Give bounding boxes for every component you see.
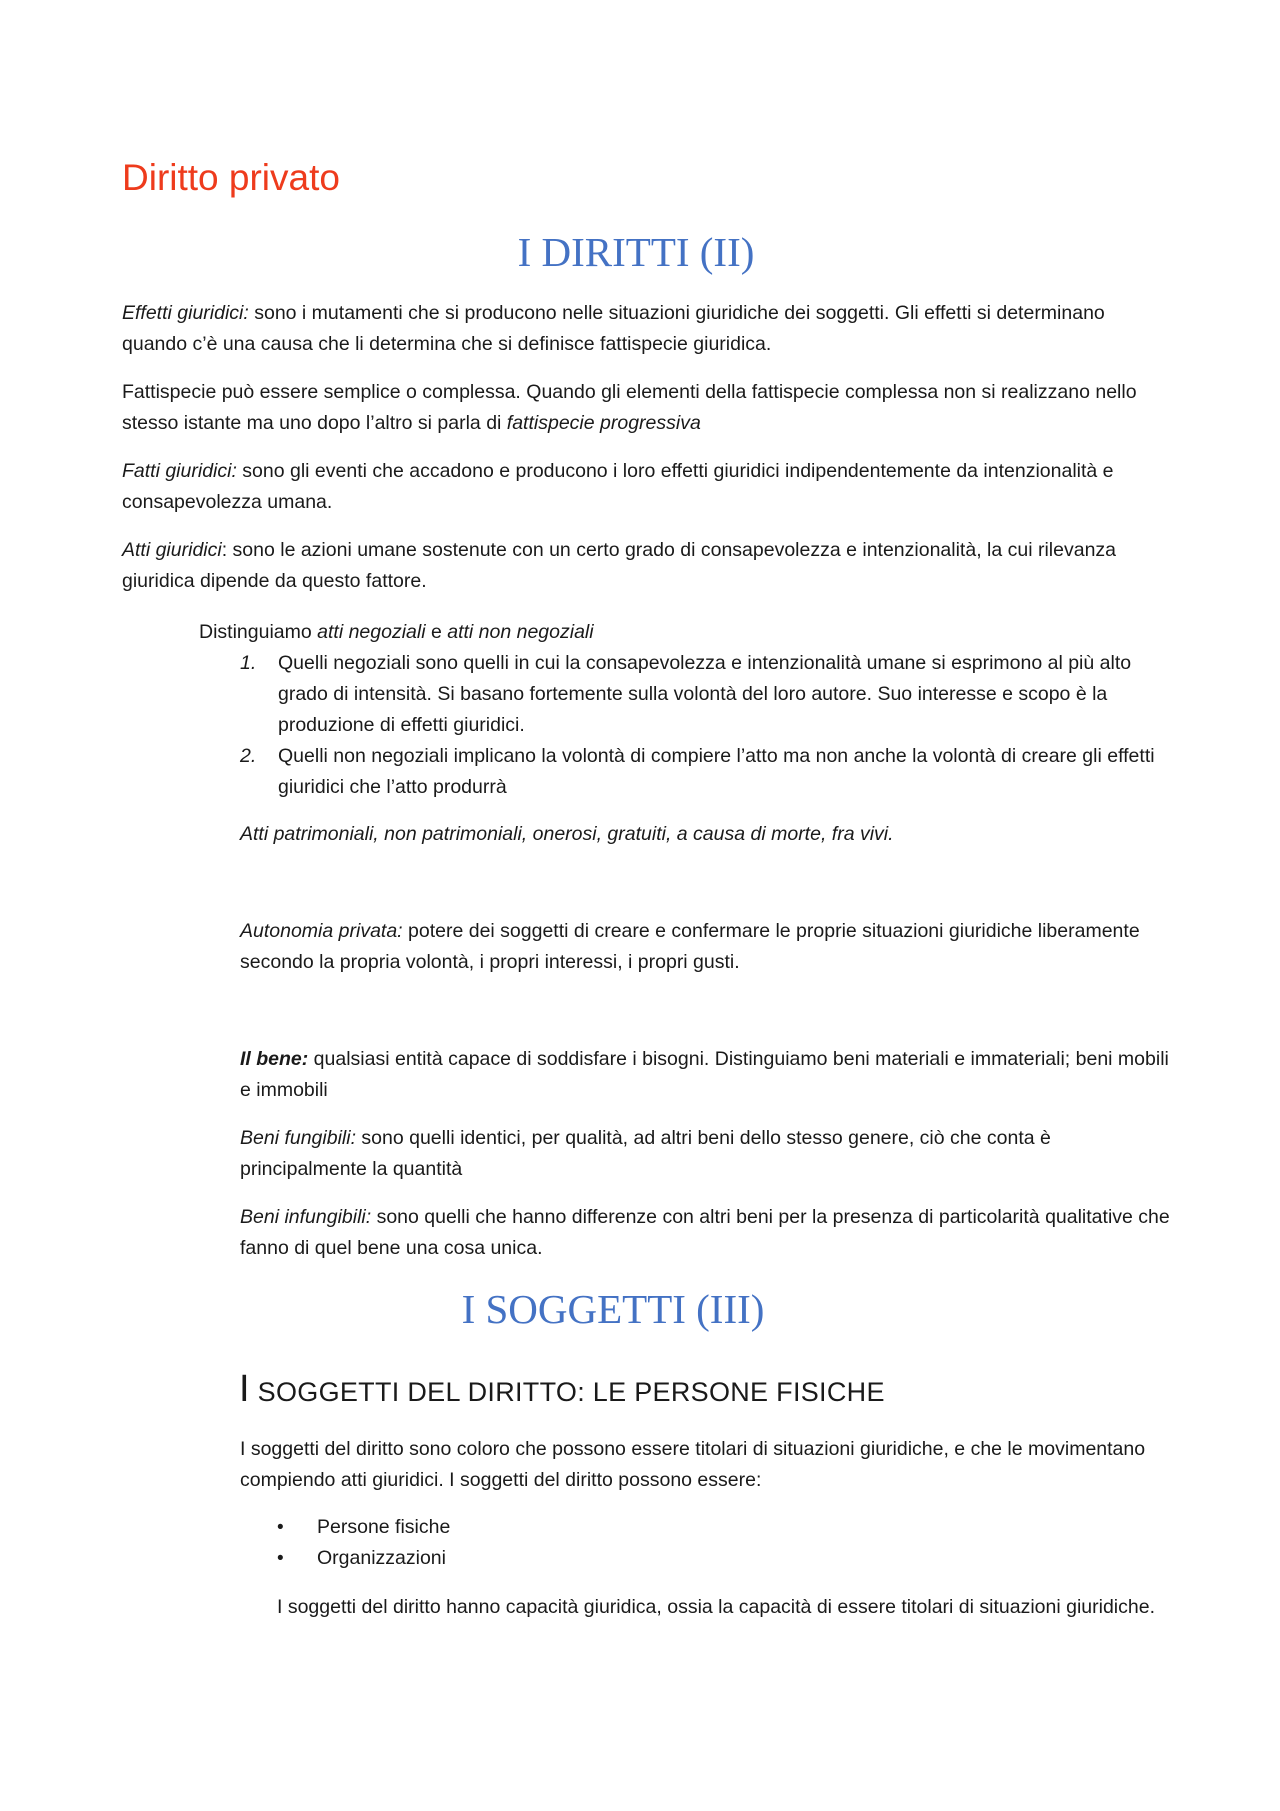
paragraph-fattispecie [122, 377, 1167, 439]
paragraph-beni-fungibili [240, 1123, 1170, 1185]
text: Fattispecie può essere semplice o complessa. Quando gli elementi della fattispecie complessa non si realizzano nello stesso istante ma uno dopo l’altro si parla di [122, 381, 1137, 434]
paragraph-fatti-giuridici [122, 456, 1167, 518]
term: Beni fungibili: [240, 1127, 356, 1149]
list-item-text: Organizzazioni [317, 1547, 446, 1569]
list-item [240, 741, 1170, 803]
list-number: 1. [240, 652, 257, 674]
definition: sono gli eventi che accadono e producono i loro effetti giuridici indipendentemente da intenzionalità e consapevolezza umana. [122, 460, 1114, 513]
term: Atti giuridici [122, 539, 222, 561]
paragraph-distinguiamo [199, 617, 1099, 648]
paragraph-capacita-giuridica: I soggetti del diritto hanno capacità giuridica, ossia la capacità di essere titolari di situazioni giuridiche. [277, 1596, 1155, 1618]
paragraph-autonomia-privata [240, 916, 1170, 978]
paragraph-soggetti-del-diritto: I soggetti del diritto sono coloro che possono essere titolari di situazioni giuridiche, e che le movimentano compiendo atti giuridici. I soggetti del diritto possono essere: [240, 1438, 1146, 1491]
list-item [240, 648, 1170, 741]
document-title: Diritto privato [122, 157, 340, 198]
paragraph-tipi-atti: Atti patrimoniali, non patrimoniali, onerosi, gratuiti, a causa di morte, fra vivi. [240, 823, 894, 845]
bullet-list-soggetti [277, 1512, 1077, 1574]
section-heading-soggetti: I SOGGETTI (III) [461, 1286, 765, 1332]
list-item-text: Quelli non negoziali implicano la volontà di compiere l’atto ma non anche la volontà di creare gli effetti giuridici che l’atto produrrà [278, 745, 1155, 798]
definition: sono i mutamenti che si producono nelle situazioni giuridiche dei soggetti. Gli effetti si determinano quando c’è una causa che li determina che si definisce fattispecie giuridica. [122, 302, 1105, 355]
term: Il bene: [240, 1048, 309, 1070]
definition: : sono le azioni umane sostenute con un certo grado di consapevolezza e intenzionalità, la cui rilevanza giuridica dipende da questo fattore. [122, 539, 1117, 592]
bullet-icon: • [277, 1517, 284, 1538]
bullet-icon: • [277, 1548, 284, 1569]
term: Effetti giuridici: [122, 302, 249, 324]
subheading-persone-fisiche [239, 1368, 885, 1411]
definition: potere dei soggetti di creare e confermare le proprie situazioni giuridiche liberamente secondo la propria volontà, i propri interessi, i propri gusti. [240, 920, 1140, 973]
term: atti negoziali [317, 621, 426, 643]
term: atti non negoziali [447, 621, 594, 643]
paragraph-beni-infungibili [240, 1202, 1170, 1264]
text: Distinguiamo [199, 621, 318, 643]
paragraph-atti-giuridici [122, 535, 1167, 597]
subheading-text: SOGGETTI DEL DIRITTO: LE PERSONE FISICHE [249, 1377, 885, 1407]
list-number: 2. [240, 745, 257, 767]
paragraph-il-bene [240, 1044, 1170, 1106]
list-item-text: Persone fisiche [317, 1516, 451, 1538]
list-item [277, 1543, 1077, 1574]
term: fattispecie progressiva [506, 412, 701, 434]
definition: sono quelli identici, per qualità, ad altri beni dello stesso genere, ciò che conta è principalmente la quantità [240, 1127, 1051, 1180]
text: e [425, 621, 448, 643]
numbered-list-atti [240, 648, 1170, 803]
list-item-text: Quelli negoziali sono quelli in cui la consapevolezza e intenzionalità umane si esprimono al più alto grado di intensità. Si basano fortemente sulla volontà del loro autore. Suo interesse e scopo è la produzione di effetti giuridici. [278, 652, 1132, 736]
term: Beni infungibili: [240, 1206, 372, 1228]
term: Autonomia privata: [240, 920, 403, 942]
list-item [277, 1512, 1077, 1543]
paragraph-effetti-giuridici [122, 298, 1167, 360]
section-heading-diritti: I DIRITTI (II) [517, 229, 755, 275]
definition: sono quelli che hanno differenze con altri beni per la presenza di particolarità qualitative che fanno di quel bene una cosa unica. [240, 1206, 1170, 1259]
term: Fatti giuridici: [122, 460, 237, 482]
definition: qualsiasi entità capace di soddisfare i bisogni. Distinguiamo beni materiali e immateriali; beni mobili e immobili [240, 1048, 1169, 1101]
subheading-initial: I [239, 1368, 250, 1410]
